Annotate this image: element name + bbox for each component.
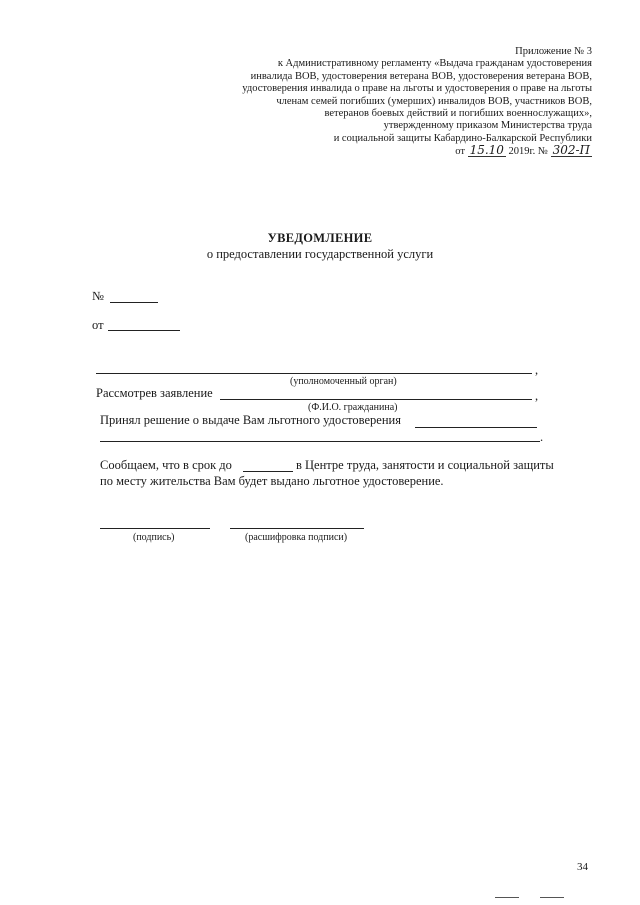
certificate-field-line [415, 427, 537, 428]
certificate-field-line-2 [100, 441, 540, 442]
authority-field-line [96, 373, 532, 374]
appendix-line: к Административному регламенту «Выдача гражданам удостоверения [277, 58, 592, 70]
appendix-line: членам семей погибших (умерших) инвалидов ВОВ, участников ВОВ, [276, 95, 592, 107]
date-prefix: от [455, 146, 465, 158]
deadline-field-line [243, 471, 293, 472]
document-title: УВЕДОМЛЕНИЕ [267, 231, 373, 245]
comma: , [535, 389, 539, 403]
handwritten-date: 15.10 [469, 143, 504, 158]
signature-caption: (подпись) [133, 532, 175, 543]
appendix-block [172, 46, 592, 159]
comma: , [535, 363, 539, 377]
notice-text-part1: Сообщаем, что в срок до [100, 458, 232, 472]
appendix-line: инвалида ВОВ, удостоверения ветерана ВОВ, удостоверения ветерана ВОВ, [250, 70, 592, 82]
notice-text-part2: в Центре труда, занятости и социальной защиты [296, 458, 554, 472]
from-label: от [92, 318, 104, 332]
signature-decode-caption: (расшифровка подписи) [245, 532, 348, 543]
authority-caption: (уполномоченный орган) [290, 376, 397, 387]
scan-artifact [540, 897, 564, 898]
page-number: 34 [577, 861, 588, 873]
appendix-date-line [172, 145, 592, 158]
considered-label: Рассмотрев заявление [96, 386, 213, 400]
citizen-field-line [220, 399, 532, 400]
appendix-line: удостоверения инвалида о праве на льготы и удостоверения о праве на льготы [242, 83, 592, 95]
signature-line [100, 528, 210, 529]
appendix-line: Приложение № 3 [515, 46, 592, 57]
appendix-line: и социальной защиты Кабардино-Балкарской Республики [333, 132, 592, 144]
appendix-line: ветеранов боевых действий и погибших военнослужащих», [324, 108, 592, 120]
signature-decode-line [230, 528, 364, 529]
scan-artifact [495, 897, 519, 898]
period: . [540, 430, 544, 444]
number-label: № [92, 289, 104, 303]
appendix-line: утвержденному приказом Министерства труда [383, 120, 592, 132]
handwritten-order-number: 302-П [552, 143, 590, 158]
decision-label: Принял решение о выдаче Вам льготного удостоверения [100, 413, 401, 427]
number-field-line [110, 302, 158, 303]
year-text: 2019г. № [508, 146, 548, 158]
from-field-line [108, 330, 180, 331]
notice-text-line2: по месту жительства Вам будет выдано льготное удостоверение. [100, 474, 444, 488]
citizen-caption: (Ф.И.О. гражданина) [308, 402, 398, 413]
document-subtitle: о предоставлении государственной услуги [206, 247, 434, 261]
